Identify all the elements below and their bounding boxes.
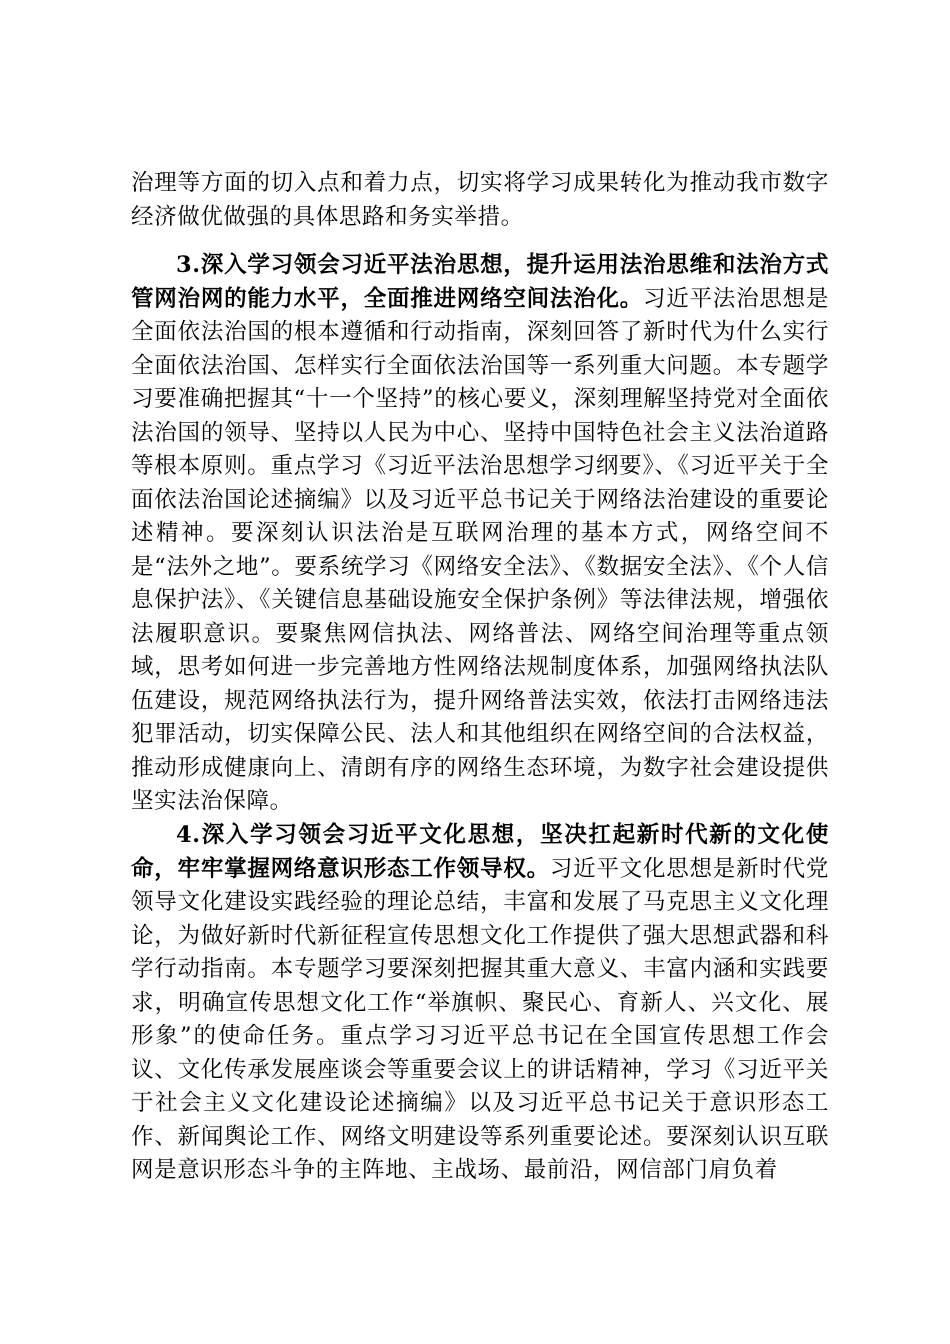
section-3-heading: 3.深入学习领会习近平法治思想，提升运用法治思维和法治方式管网治网的能力水平，全面推进网络空间法治化。 <box>131 252 829 312</box>
continuation-paragraph: 治理等方面的切入点和着力点，切实将学习成果转化为推动我市数字经济做优做强的具体思路和务实举措。 <box>131 170 829 230</box>
section-3-paragraph <box>131 249 829 819</box>
section-4-heading: 4.深入学习领会习近平文化思想，坚决扛起新时代新的文化使命，牢牢掌握网络意识形态工作领导权。 <box>131 822 829 882</box>
section-4-paragraph <box>131 819 829 1188</box>
section-4-body: 习近平文化思想是新时代党领导文化建设实践经验的理论总结，丰富和发展了马克思主义文化理论，为做好新时代新征程宣传思想文化工作提供了强大思想武器和科学行动指南。本专题学习要深刻把握其重大意义、丰富内涵和实践要求，明确宣传思想文化工作“举旗帜、聚民心、育新人、兴文化、展形象”的使命任务。重点学习习近平总书记在全国宣传思想工作会议、文化传承发展座谈会等重要会议上的讲话精神，学习《习近平关于社会主义文化建设论述摘编》以及习近平总书记关于意识形态工作、新闻舆论工作、网络文明建设等系列重要论述。要深刻认识互联网是意识形态斗争的主阵地、主战场、最前沿，网信部门肩负着 <box>131 855 829 1183</box>
section-3-body: 习近平法治思想是全面依法治国的根本遵循和行动指南，深刻回答了新时代为什么实行全面依法治国、怎样实行全面依法治国等一系列重大问题。本专题学习要准确把握其“十一个坚持”的核心要义，深刻理解坚持党对全面依法治国的领导、坚持以人民为中心、坚持中国特色社会主义法治道路等根本原则。重点学习《习近平法治思想学习纲要》、《习近平关于全面依法治国论述摘编》以及习近平总书记关于网络法治建设的重要论述精神。要深刻认识法治是互联网治理的基本方式，网络空间不是“法外之地”。要系统学习《网络安全法》、《数据安全法》、《个人信息保护法》、《关键信息基础设施安全保护条例》等法律法规，增强依法履职意识。要聚焦网信执法、网络普法、网络空间治理等重点领域，思考如何进一步完善地方性网络法规制度体系，加强网络执法队伍建设，规范网络执法行为，提升网络普法实效，依法打击网络违法犯罪活动，切实保障公民、法人和其他组织在网络空间的合法权益，推动形成健康向上、清朗有序的网络生态环境，为数字社会建设提供坚实法治保障。 <box>131 285 829 814</box>
